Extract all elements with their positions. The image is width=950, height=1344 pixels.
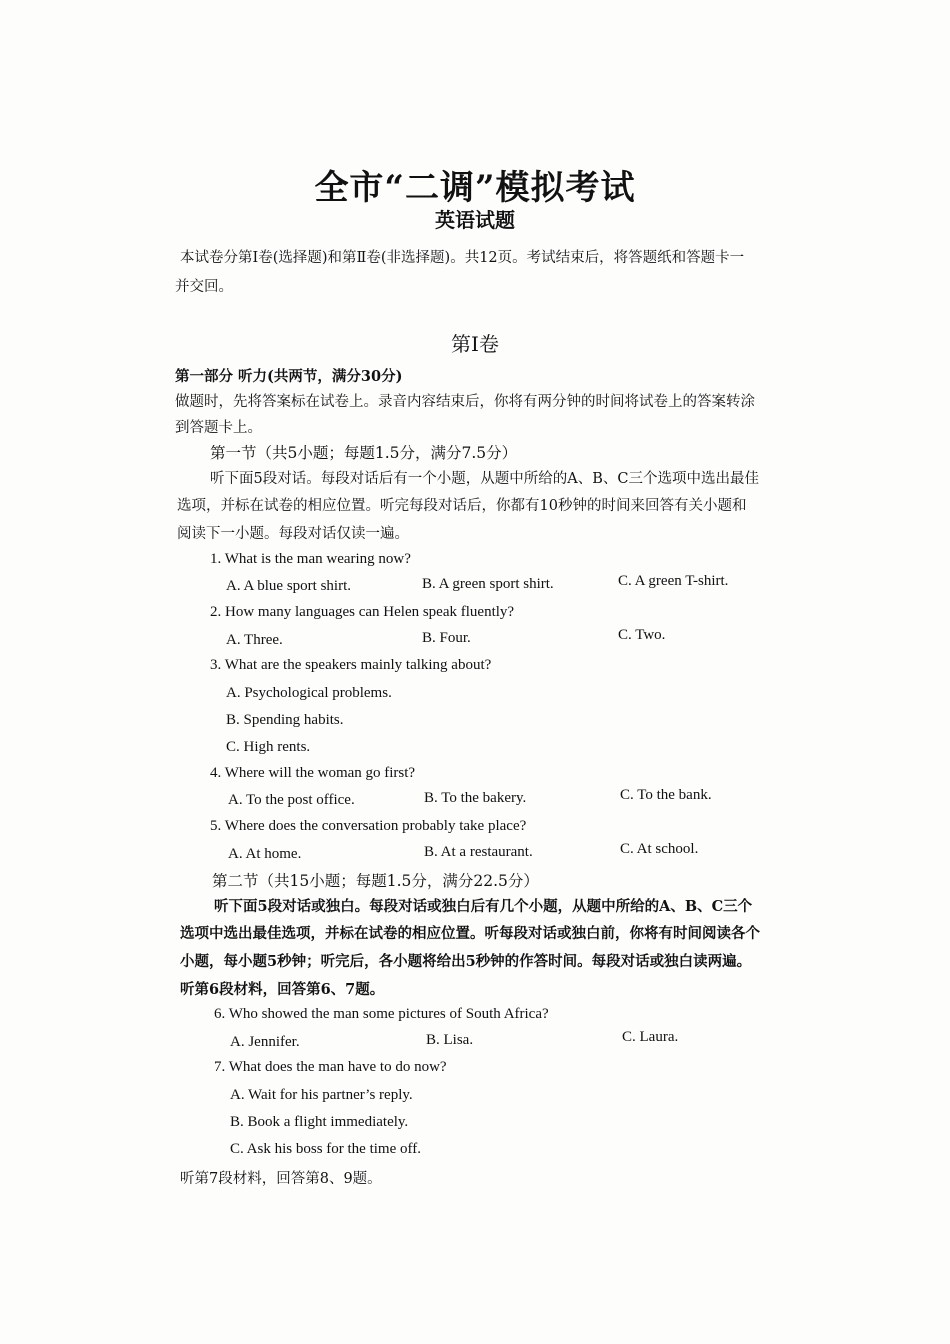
part1-note-line-2: 到答题卡上。 [175, 420, 262, 436]
intro-line-1: 本试卷分第Ⅰ卷(选择题)和第Ⅱ卷(非选择题)。共12页。考试结束后，将答题纸和答题卡一 [180, 250, 745, 266]
question-6-option-c: C. Laura. [622, 1029, 679, 1045]
question-6-option-a: A. Jennifer. [230, 1034, 300, 1050]
section1-instr-line-3: 阅读下一小题。每段对话仅读一遍。 [177, 526, 409, 542]
question-3-option-b: B. Spending habits. [226, 712, 344, 728]
question-2-option-c: C. Two. [618, 627, 666, 643]
exam-subtitle: 英语试题 [435, 208, 515, 232]
question-5-option-b: B. At a restaurant. [424, 844, 533, 860]
section2-instr-line-1: 听下面5段对话或独白。每段对话或独白后有几个小题，从题中所给的A、B、C三个 [214, 898, 753, 915]
exam-title: 全市“二调”模拟考试 [314, 168, 636, 208]
question-7-option-c: C. Ask his boss for the time off. [230, 1141, 421, 1157]
question-7-stem: 7. What does the man have to do now? [214, 1059, 447, 1075]
question-3-stem: 3. What are the speakers mainly talking about? [210, 657, 492, 673]
question-2-stem: 2. How many languages can Helen speak fluently? [210, 604, 515, 620]
question-6-option-b: B. Lisa. [426, 1032, 474, 1048]
question-2-option-b: B. Four. [422, 630, 471, 646]
part1-note-line-1: 做题时，先将答案标在试卷上。录音内容结束后，你将有两分钟的时间将试卷上的答案转涂 [175, 394, 755, 410]
question-1-stem: 1. What is the man wearing now? [210, 551, 411, 567]
question-1-option-b: B. A green sport shirt. [422, 576, 554, 592]
material-7-note: 听第7段材料，回答第8、9题。 [180, 1171, 382, 1187]
question-4-option-a: A. To the post office. [228, 792, 355, 808]
question-5-option-c: C. At school. [620, 841, 699, 857]
question-7-option-a: A. Wait for his partner’s reply. [230, 1087, 413, 1103]
section2-instr-line-2: 选项中选出最佳选项，并标在试卷的相应位置。听每段对话或独白前，你将有时间阅读各个 [180, 925, 760, 942]
question-3-option-a: A. Psychological problems. [226, 685, 392, 701]
section1-instr-line-1: 听下面5段对话。每段对话后有一个小题，从题中所给的A、B、C三个选项中选出最佳 [210, 471, 759, 487]
question-1-option-a: A. A blue sport shirt. [226, 578, 352, 594]
question-1-option-c: C. A green T-shirt. [618, 573, 729, 589]
question-7-option-b: B. Book a flight immediately. [230, 1114, 409, 1130]
section2-instr-line-3: 小题，每小题5秒钟；听完后，各小题将给出5秒钟的作答时间。每段对话或独白读两遍。 [180, 953, 752, 970]
intro-line-2: 并交回。 [175, 279, 233, 295]
material-6-note: 听第6段材料，回答第6、7题。 [180, 981, 385, 998]
section1-heading: 第一节（共5小题；每题1.5分，满分7.5分） [210, 444, 518, 462]
section2-heading: 第二节（共15小题；每题1.5分，满分22.5分） [212, 872, 539, 890]
part1-heading: 第一部分 听力(共两节，满分30分) [175, 368, 403, 385]
volume-title: 第Ⅰ卷 [451, 332, 499, 356]
question-2-option-a: A. Three. [226, 632, 283, 648]
question-4-stem: 4. Where will the woman go first? [210, 765, 416, 781]
question-5-stem: 5. Where does the conversation probably take place? [210, 818, 527, 834]
question-4-option-b: B. To the bakery. [424, 790, 527, 806]
question-3-option-c: C. High rents. [226, 739, 311, 755]
question-5-option-a: A. At home. [228, 846, 302, 862]
question-6-stem: 6. Who showed the man some pictures of South Africa? [214, 1006, 549, 1022]
question-4-option-c: C. To the bank. [620, 787, 712, 803]
section1-instr-line-2: 选项，并标在试卷的相应位置。听完每段对话后，你都有10秒钟的时间来回答有关小题和 [177, 498, 747, 514]
